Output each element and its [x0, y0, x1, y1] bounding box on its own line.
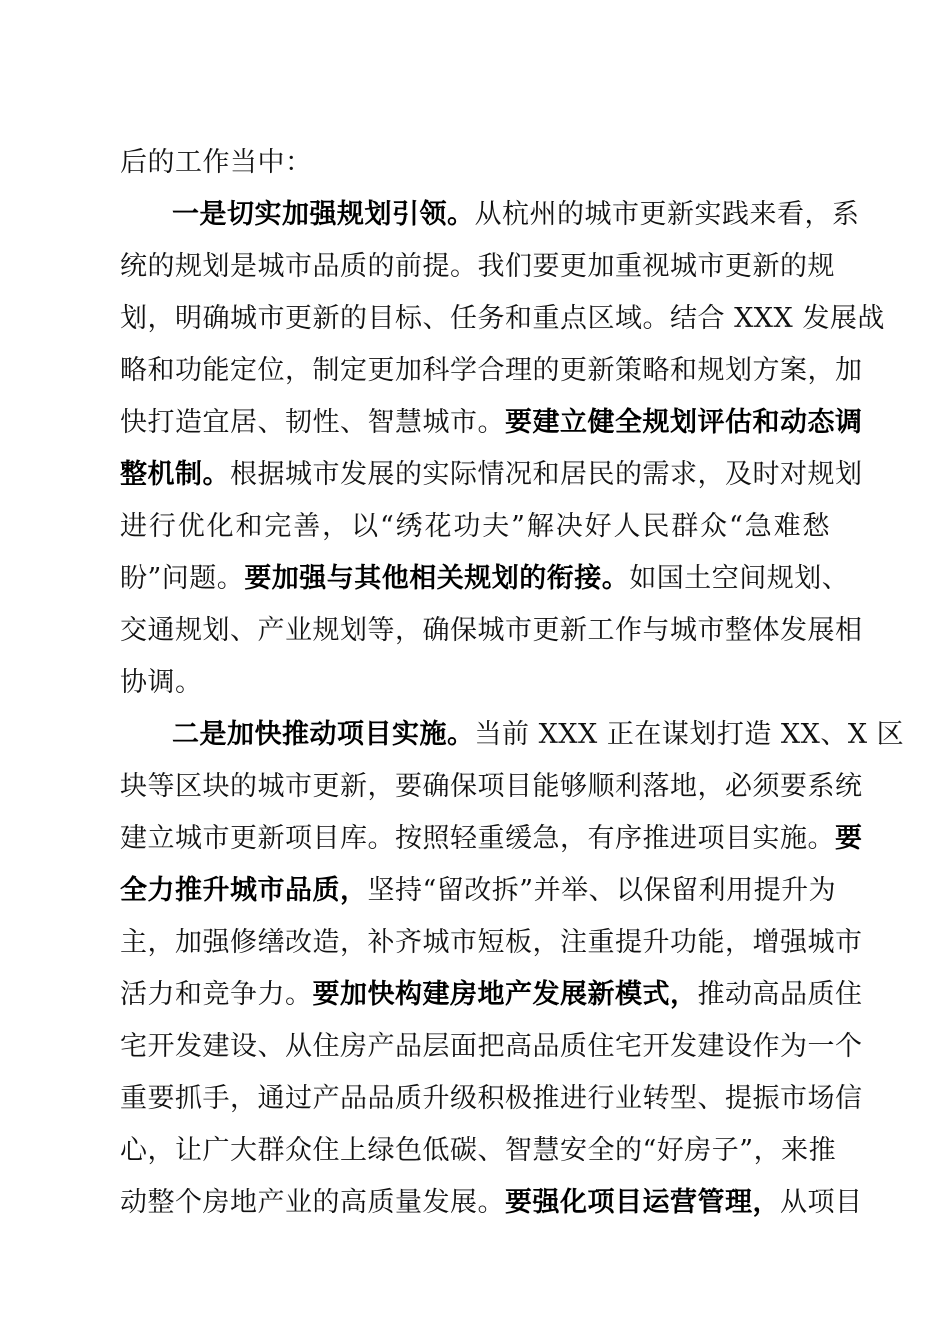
text-line: 心，让广大群众住上绿色低碳、智慧安全的“好房子”，来推: [120, 1135, 837, 1166]
text-line: 一是切实加强规划引领。从杭州的城市更新实践来看，系: [172, 199, 860, 230]
text-line: 重要抓手，通过产品品质升级积极推进行业转型、提振市场信: [120, 1083, 863, 1114]
text-line: 动整个房地产业的高质量发展。要强化项目运营管理，从项目: [120, 1187, 863, 1218]
text-line: 进行优化和完善，以“绣花功夫”解决好人民群众“急难愁: [120, 511, 830, 542]
text-line: 建立城市更新项目库。按照轻重缓急，有序推进项目实施。要: [120, 823, 863, 854]
text-line: 交通规划、产业规划等，确保城市更新工作与城市整体发展相: [120, 615, 863, 646]
text-line: 略和功能定位，制定更加科学合理的更新策略和规划方案，加: [120, 355, 863, 386]
text-line: 主，加强修缮改造，补齐城市短板，注重提升功能，增强城市: [120, 927, 863, 958]
heading-point-one: 一是切实加强规划引领。: [172, 199, 475, 230]
text-line: 快打造宜居、韧性、智慧城市。要建立健全规划评估和动态调: [120, 407, 863, 438]
text-line: 二是加快推动项目实施。当前 XXX 正在谋划打造 XX、X 区: [172, 719, 905, 750]
text-line: 统的规划是城市品质的前提。我们要更加重视城市更新的规: [120, 251, 835, 282]
text-line: 活力和竞争力。要加快构建房地产发展新模式，推动高品质住: [120, 979, 863, 1010]
text-line: 全力推升城市品质，坚持“留改拆”并举、以保留利用提升为: [120, 875, 837, 906]
heading-point-two: 二是加快推动项目实施。: [172, 719, 475, 750]
text-line: 块等区块的城市更新，要确保项目能够顺利落地，必须要系统: [120, 771, 863, 802]
text-line: 划，明确城市更新的目标、任务和重点区域。结合 XXX 发展战: [120, 303, 885, 334]
text-line: 整机制。根据城市发展的实际情况和居民的需求，及时对规划: [120, 459, 863, 490]
text-line: 盼”问题。要加强与其他相关规划的衔接。如国土空间规划、: [120, 563, 850, 594]
text-line: 宅开发建设、从住房产品层面把高品质住宅开发建设作为一个: [120, 1031, 863, 1062]
text-line: 后的工作当中：: [120, 147, 313, 178]
text-line: 协调。: [120, 667, 203, 698]
